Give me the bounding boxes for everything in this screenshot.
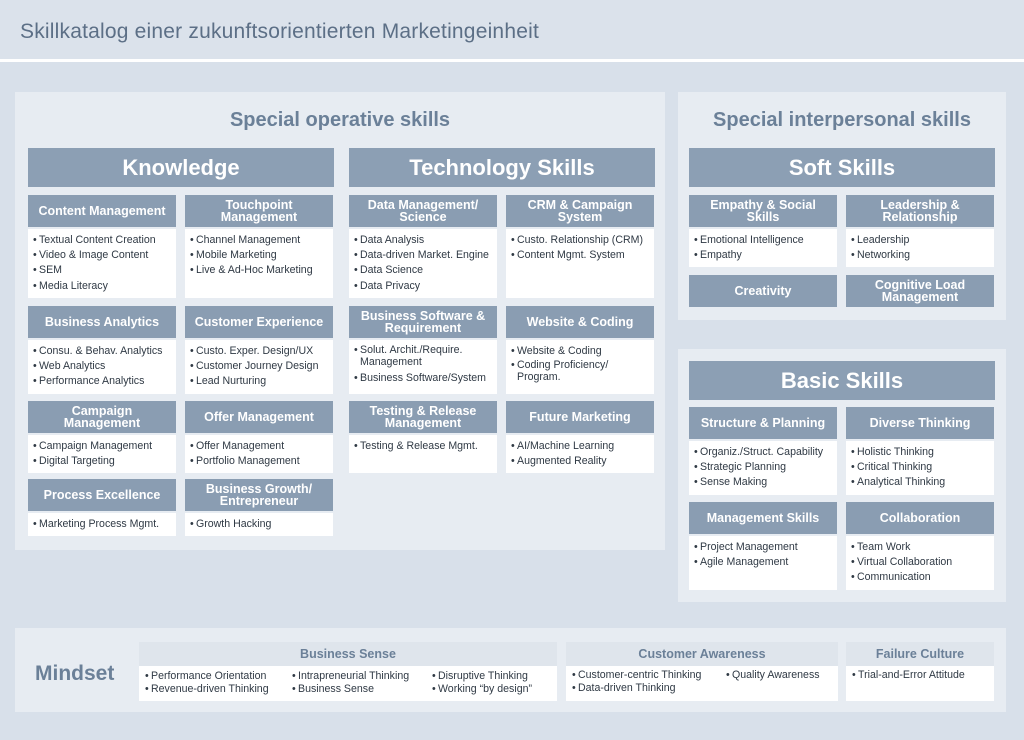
card-structure-planning [689, 441, 837, 495]
list-item: • Coding Proficiency/ Program. [511, 359, 649, 383]
list-item: • Augmented Reality [511, 454, 649, 469]
knowledge-header: Knowledge [28, 148, 334, 187]
list-item: • Leadership [851, 233, 989, 248]
card-business-growth [185, 513, 333, 536]
list-item: • Video & Image Content [33, 248, 171, 263]
list-item: • Testing & Release Mgmt. [354, 439, 492, 454]
list-item: • Business Software/System [354, 371, 492, 386]
card-empathy-header: Empathy & Social Skills [689, 195, 837, 227]
list-item: • Media Literacy [33, 279, 171, 294]
list-item: • Revenue-driven Thinking [145, 683, 269, 696]
card-diverse-thinking-header: Diverse Thinking [846, 407, 994, 439]
list-item: • Consu. & Behav. Analytics [33, 344, 171, 359]
list-item: • Data Science [354, 263, 492, 278]
card-testing-release [349, 435, 497, 473]
card-offer-management-header: Offer Management [185, 401, 333, 433]
list-item: • Holistic Thinking [851, 445, 989, 460]
technology-header: Technology Skills [349, 148, 655, 187]
card-cognitive-load-header: Cognitive Load Management [846, 275, 994, 307]
card-future-marketing-header: Future Marketing [506, 401, 654, 433]
card-crm-campaign-header: CRM & Campaign System [506, 195, 654, 227]
list-item: • Networking [851, 248, 989, 263]
card-testing-release-header: Testing & Release Management [349, 401, 497, 433]
basic-skills-header: Basic Skills [689, 361, 995, 400]
card-process-excellence [28, 513, 176, 536]
card-process-excellence-header: Process Excellence [28, 479, 176, 511]
list-item: • Performance Orientation [145, 670, 269, 683]
list-item: • Disruptive Thinking [432, 670, 532, 683]
card-data-management-header: Data Management/ Science [349, 195, 497, 227]
card-touchpoint-management-header: Touchpoint Management [185, 195, 333, 227]
list-item: • Quality Awareness [726, 669, 820, 682]
list-item: • Virtual Collaboration [851, 555, 989, 570]
list-item: • Intrapreneurial Thinking [292, 670, 409, 683]
list-item: • Business Sense [292, 683, 409, 696]
card-business-analytics-header: Business Analytics [28, 306, 176, 338]
list-item: • Agile Management [694, 555, 832, 570]
card-crm-campaign [506, 229, 654, 298]
list-item: • Strategic Planning [694, 460, 832, 475]
mindset-failure-culture-header: Failure Culture [846, 642, 994, 666]
interpersonal-panel-title: Special interpersonal skills [713, 109, 971, 131]
card-business-analytics [28, 340, 176, 394]
list-item: • Sense Making [694, 475, 832, 490]
mindset-business-sense-header: Business Sense [139, 642, 557, 666]
list-item: • SEM [33, 263, 171, 278]
title-bar [0, 0, 1024, 62]
card-campaign-management-header: Campaign Management [28, 401, 176, 433]
list-item: • Channel Management [190, 233, 328, 248]
list-item: • Web Analytics [33, 359, 171, 374]
list-item: • Digital Targeting [33, 454, 171, 469]
list-item: • Project Management [694, 540, 832, 555]
card-campaign-management [28, 435, 176, 473]
list-item: • Critical Thinking [851, 460, 989, 475]
card-collaboration-header: Collaboration [846, 502, 994, 534]
list-item: • Analytical Thinking [851, 475, 989, 490]
list-item: • Empathy [694, 248, 832, 263]
list-item: • Emotional Intelligence [694, 233, 832, 248]
list-item: • Custo. Relationship (CRM) [511, 233, 649, 248]
card-future-marketing [506, 435, 654, 473]
list-item: • Live & Ad-Hoc Marketing [190, 263, 328, 278]
list-item: • Customer Journey Design [190, 359, 328, 374]
list-item: • Data Privacy [354, 279, 492, 294]
list-item: • Portfolio Management [190, 454, 328, 469]
soft-skills-header: Soft Skills [689, 148, 995, 187]
operative-panel-title: Special operative skills [229, 109, 451, 131]
list-item: • Growth Hacking [190, 517, 328, 532]
mindset-failure-culture [846, 666, 994, 701]
card-collaboration [846, 536, 994, 590]
card-diverse-thinking [846, 441, 994, 495]
card-offer-management [185, 435, 333, 473]
list-item: • Campaign Management [33, 439, 171, 454]
list-item: • Custo. Exper. Design/UX [190, 344, 328, 359]
list-item: • Offer Management [190, 439, 328, 454]
mindset-title: Mindset [35, 662, 115, 685]
card-customer-experience-header: Customer Experience [185, 306, 333, 338]
card-touchpoint-management [185, 229, 333, 298]
card-management-skills [689, 536, 837, 590]
list-item: • Website & Coding [511, 344, 649, 359]
list-item: • Content Mgmt. System [511, 248, 649, 263]
list-item: • Textual Content Creation [33, 233, 171, 248]
list-item: • Data Analysis [354, 233, 492, 248]
list-item: • Trial-and-Error Attitude [852, 669, 965, 682]
list-item: • Team Work [851, 540, 989, 555]
card-data-management [349, 229, 497, 298]
list-item: • Marketing Process Mgmt. [33, 517, 171, 532]
card-business-software [349, 340, 497, 394]
list-item: • Data-driven Thinking [572, 682, 701, 695]
card-creativity-header: Creativity [689, 275, 837, 307]
card-management-skills-header: Management Skills [689, 502, 837, 534]
card-content-management [28, 229, 176, 298]
list-item: • Solut. Archit./Require. Management [354, 344, 492, 368]
mindset-business-sense [139, 666, 557, 701]
list-item: • Working “by design” [432, 683, 532, 696]
page-title: Skillkatalog einer zukunftsorientierten Marketingeinheit [20, 20, 539, 43]
list-item: • Performance Analytics [33, 374, 171, 389]
card-customer-experience [185, 340, 333, 394]
list-item: • Lead Nurturing [190, 374, 328, 389]
list-item: • Communication [851, 570, 989, 585]
mindset-customer-awareness-header: Customer Awareness [566, 642, 838, 666]
list-item: • Mobile Marketing [190, 248, 328, 263]
card-business-software-header: Business Software & Requirement [349, 306, 497, 338]
card-content-management-header: Content Management [28, 195, 176, 227]
card-structure-planning-header: Structure & Planning [689, 407, 837, 439]
card-leadership-header: Leadership & Relationship [846, 195, 994, 227]
list-item: • Organiz./Struct. Capability [694, 445, 832, 460]
mindset-customer-awareness [566, 666, 838, 701]
list-item: • Customer-centric Thinking [572, 669, 701, 682]
card-website-coding [506, 340, 654, 394]
list-item: • AI/Machine Learning [511, 439, 649, 454]
card-leadership [846, 229, 994, 267]
list-item: • Data-driven Market. Engine [354, 248, 492, 263]
card-website-coding-header: Website & Coding [506, 306, 654, 338]
card-business-growth-header: Business Growth/ Entrepreneur [185, 479, 333, 511]
card-empathy [689, 229, 837, 267]
